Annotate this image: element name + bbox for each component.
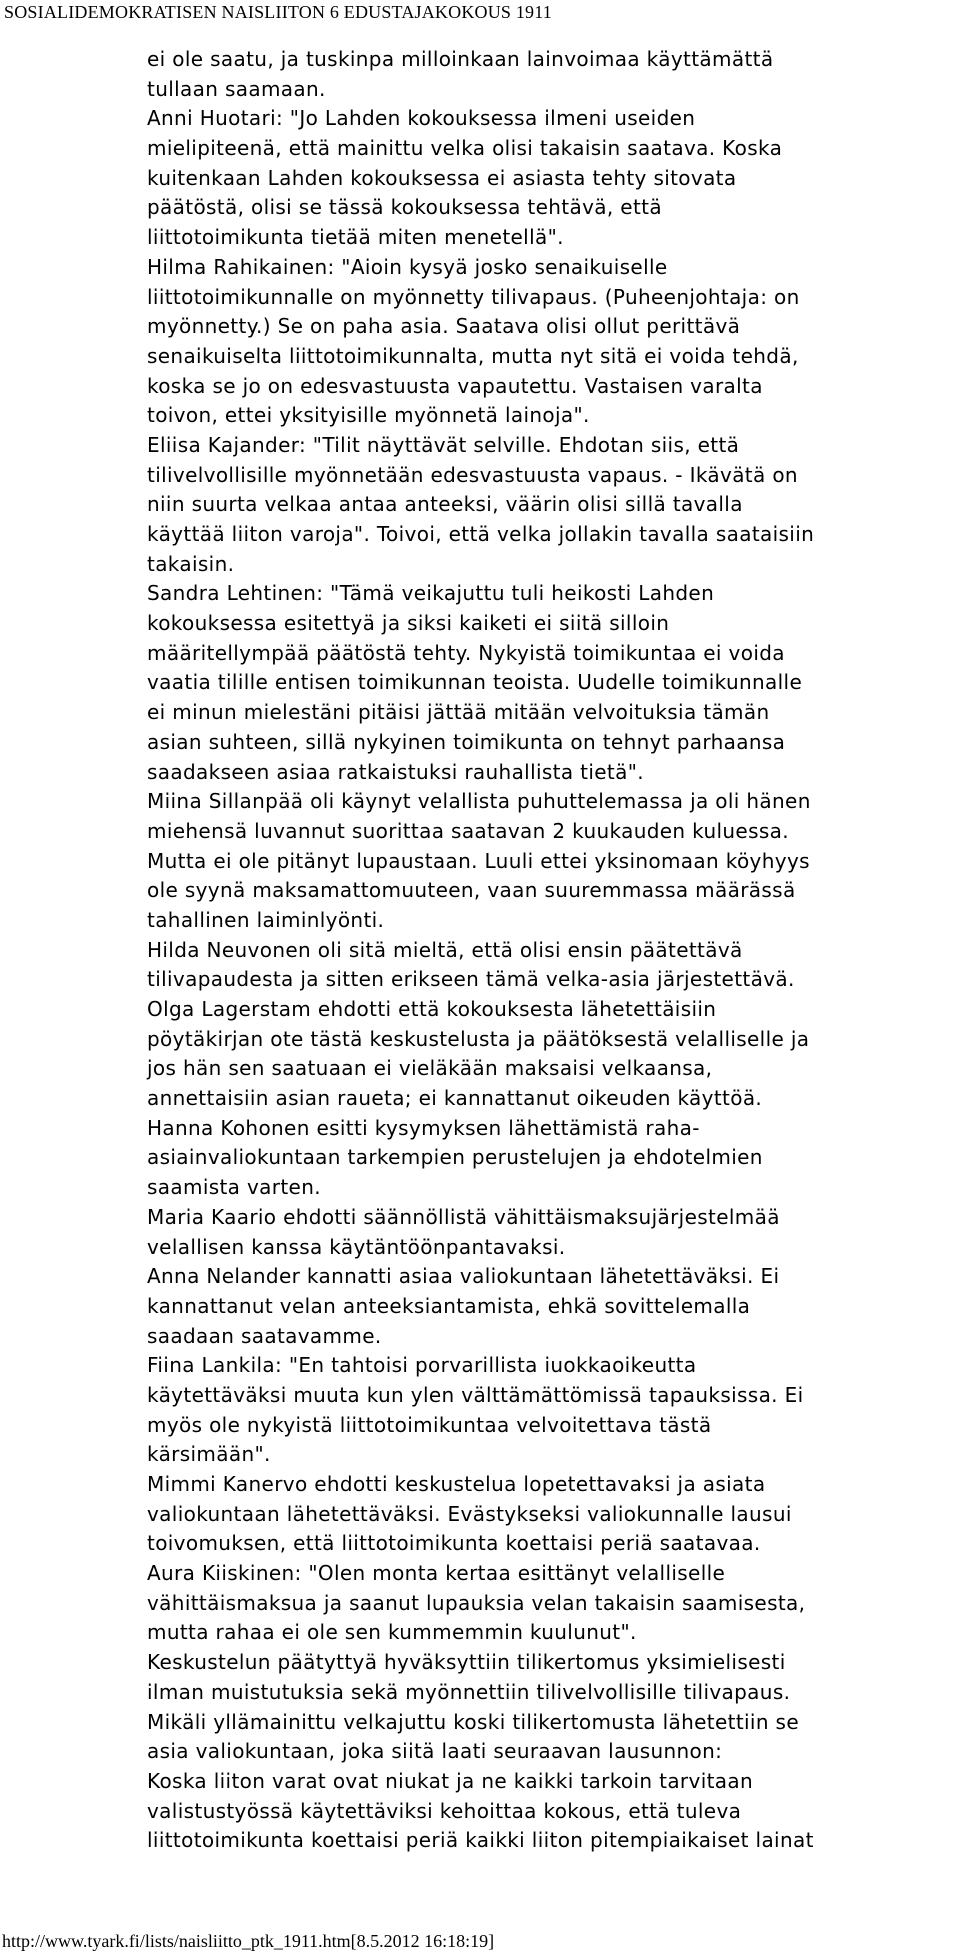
text-line: vaatia tilille entisen toimikunnan teoista. Uudelle toimikunnalle — [147, 670, 803, 695]
text-line: Anna Nelander kannatti asiaa valiokuntaan lähetettäväksi. Ei — [147, 1264, 780, 1289]
text-line: Aura Kiiskinen: "Olen monta kertaa esittänyt velalliselle — [147, 1561, 726, 1586]
text-line: Sandra Lehtinen: "Tämä veikajuttu tuli heikosti Lahden — [147, 581, 715, 606]
text-line: asia valiokuntaan, joka siitä laati seuraavan lausunnon: — [147, 1739, 723, 1764]
text-line: ei ole saatu, ja tuskinpa milloinkaan lainvoimaa käyttämättä — [147, 47, 774, 71]
text-line: miehensä luvannut suorittaa saatavan 2 kuukauden kuluessa. — [147, 818, 789, 843]
text-line: määritellympää päätöstä tehty. Nykyistä toimikuntaa ei voida — [147, 640, 785, 665]
text-line: Mikäli yllämainittu velkajuttu koski tilikertomusta lähetettiin se — [147, 1709, 799, 1734]
text-line: asian suhteen, sillä nykyinen toimikunta on tehnyt parhaansa — [147, 729, 786, 754]
text-line: liittotoimikunnalle on myönnetty tilivapaus. (Puheenjohtaja: on — [147, 284, 800, 309]
text-line: tullaan saamaan. — [147, 76, 326, 101]
text-line: pöytäkirjan ote tästä keskustelusta ja päätöksestä velalliselle ja — [147, 1026, 810, 1051]
text-line: tahallinen laiminlyönti. — [147, 907, 385, 932]
text-line: valiokuntaan lähetettäväksi. Evästykseksi valiokunnalle lausui — [147, 1501, 792, 1526]
text-line: käyttää liiton varoja". Toivoi, että velka jollakin tavalla saataisiin — [147, 522, 815, 546]
text-line: Fiina Lankila: "En tahtoisi porvarillista iuokkaoikeutta — [147, 1353, 697, 1378]
text-line: Koska liiton varat ovat niukat ja ne kaikki tarkoin tarvitaan — [147, 1768, 754, 1793]
text-line: jos hän sen saatuaan ei vieläkään maksaisi velkaansa, — [147, 1056, 713, 1081]
text-line: ilman muistutuksia sekä myönnettiin tilivelvollisille tilivapaus. — [147, 1679, 791, 1704]
text-line: ei minun mielestäni pitäisi jättää mitään velvoituksia tämän — [147, 700, 770, 725]
text-line: Eliisa Kajander: "Tilit näyttävät selville. Ehdotan siis, että — [147, 432, 740, 457]
text-line: myös ole nykyistä liittotoimikuntaa velvoitettava tästä — [147, 1412, 712, 1437]
text-line: Mimmi Kanervo ehdotti keskustelua lopetettavaksi ja asiata — [147, 1472, 766, 1496]
text-line: Maria Kaario ehdotti säännöllistä vähittäismaksujärjestelmää — [147, 1204, 780, 1229]
text-line: ole syynä maksamattomuuteen, vaan suuremmassa määrässä — [147, 878, 796, 903]
text-line: saadaan saatavamme. — [147, 1323, 382, 1348]
text-line: saamista varten. — [147, 1175, 321, 1200]
text-line: koska se jo on edesvastuusta vapautettu. Vastaisen varalta — [147, 373, 763, 398]
text-line: Keskustelun päätyttyä hyväksyttiin tilikertomus yksimielisesti — [147, 1650, 786, 1675]
text-line: käytettäväksi muuta kun ylen välttämättömissä tapauksissa. Ei — [147, 1382, 804, 1407]
text-line: asiainvaliokuntaan tarkempien perustelujen ja ehdotelmien — [147, 1145, 763, 1170]
text-line: saadakseen asiaa ratkaistuksi rauhallista tietä". — [147, 759, 644, 784]
page-header-title: SOSIALIDEMOKRATISEN NAISLIITON 6 EDUSTAJAKOKOUS 1911 — [4, 2, 552, 22]
text-line: senaikuiselta liittotoimikunnalta, mutta nyt sitä ei voida tehdä, — [147, 343, 799, 368]
text-line: Hanna Kohonen esitti kysymyksen lähettämistä raha- — [147, 1115, 700, 1140]
text-line: kuitenkaan Lahden kokouksessa ei asiasta tehty sitovata — [147, 165, 737, 190]
text-line: kokouksessa esitettyä ja siksi kaiketi ei siitä silloin — [147, 611, 670, 636]
text-line: Miina Sillanpää oli käynyt velallista puhuttelemassa ja oli hänen — [147, 789, 811, 814]
document-body — [147, 45, 947, 1856]
text-line: mielipiteenä, että mainittu velka olisi takaisin saatava. Koska — [147, 136, 783, 161]
text-line: tilivapaudesta ja sitten erikseen tämä velka-asia järjestettävä. — [147, 967, 795, 992]
text-line: valistustyössä käytettäviksi kehoittaa kokous, että tuleva — [147, 1798, 742, 1823]
text-line: velallisen kanssa käytäntöönpantavaksi. — [147, 1234, 566, 1259]
text-line: annettaisiin asian raueta; ei kannattanut oikeuden käyttöä. — [147, 1086, 763, 1111]
text-line: takaisin. — [147, 551, 235, 576]
text-line: mutta rahaa ei ole sen kummemmin kuulunut". — [147, 1620, 637, 1645]
text-line: kärsimään". — [147, 1442, 271, 1467]
text-line: liittotoimikunta tietää miten menetellä". — [147, 225, 564, 250]
text-line: liittotoimikunta koettaisi periä kaikki liiton pitempiaikaiset lainat — [147, 1828, 814, 1853]
text-line: Hilda Neuvonen oli sitä mieltä, että olisi ensin päätettävä — [147, 937, 743, 962]
text-line: päätöstä, olisi se tässä kokouksessa tehtävä, että — [147, 195, 662, 220]
text-line: myönnetty.) Se on paha asia. Saatava olisi ollut perittävä — [147, 314, 741, 339]
text-line: kannattanut velan anteeksiantamista, ehkä sovittelemalla — [147, 1293, 751, 1318]
text-line: Olga Lagerstam ehdotti että kokouksesta lähetettäisiin — [147, 997, 717, 1021]
text-line: vähittäismaksua ja saanut lupauksia velan takaisin saamisesta, — [147, 1590, 806, 1615]
text-line: Mutta ei ole pitänyt lupaustaan. Luuli ettei yksinomaan köyhyys — [147, 848, 810, 873]
text-line: Anni Huotari: "Jo Lahden kokouksessa ilmeni useiden — [147, 106, 696, 131]
text-line: niin suurta velkaa antaa anteeksi, väärin olisi sillä tavalla — [147, 492, 743, 517]
text-line: tilivelvollisille myönnetään edesvastuusta vapaus. - Ikävätä on — [147, 462, 798, 487]
page-footer-source-url: http://www.tyark.fi/lists/naisliitto_ptk_1911.htm[8.5.2012 16:18:19] — [2, 1931, 495, 1951]
text-line: toivomuksen, että liittotoimikunta koettaisi periä saatavaa. — [147, 1531, 761, 1556]
text-line: toivon, ettei yksityisille myönnetä lainoja". — [147, 403, 590, 428]
text-line: Hilma Rahikainen: "Aioin kysyä josko senaikuiselle — [147, 254, 668, 279]
